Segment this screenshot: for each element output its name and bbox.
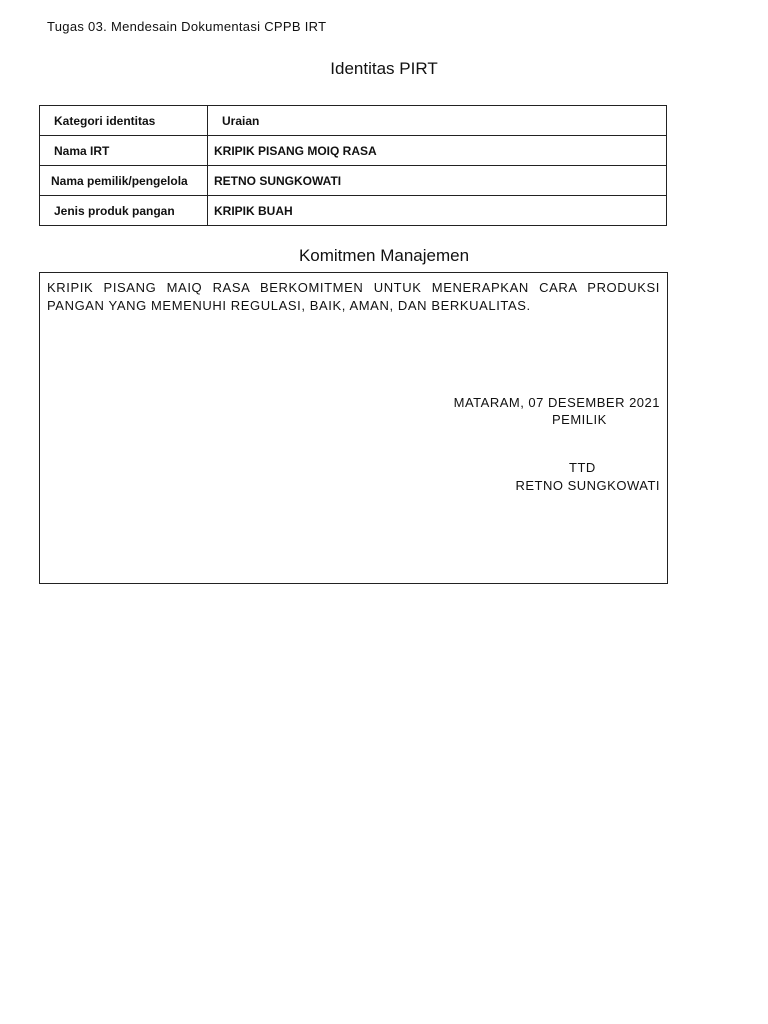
row-category: Jenis produk pangan	[40, 196, 208, 226]
identitas-table	[39, 105, 667, 226]
column-header-category: Kategori identitas	[40, 106, 208, 136]
identitas-title: Identitas PIRT	[330, 59, 438, 78]
komitmen-title: Komitmen Manajemen	[298, 246, 470, 265]
signature-mark: TTD	[569, 460, 596, 475]
table-row	[40, 166, 667, 196]
assignment-header: Tugas 03. Mendesain Dokumentasi CPPB IRT	[47, 19, 327, 34]
commitment-statement: KRIPIK PISANG MAIQ RASA BERKOMITMEN UNTUK MENERAPKAN CARA PRODUKSI PANGAN YANG MEMENUHI REGULASI, BAIK, AMAN, DAN BERKUALITAS.	[47, 280, 660, 313]
signature-role: PEMILIK	[552, 412, 607, 427]
row-value: KRIPIK BUAH	[208, 196, 667, 226]
signature-place-date: MATARAM, 07 DESEMBER 2021	[453, 395, 660, 410]
table-header-row	[40, 106, 667, 136]
row-value: KRIPIK PISANG MOIQ RASA	[208, 136, 667, 166]
row-value: RETNO SUNGKOWATI	[208, 166, 667, 196]
row-category: Nama pemilik/pengelola	[40, 166, 208, 196]
table-row	[40, 136, 667, 166]
row-category: Nama IRT	[40, 136, 208, 166]
komitmen-box	[39, 272, 668, 584]
signer-name: RETNO SUNGKOWATI	[515, 478, 660, 493]
table-row	[40, 196, 667, 226]
column-header-description: Uraian	[208, 106, 667, 136]
